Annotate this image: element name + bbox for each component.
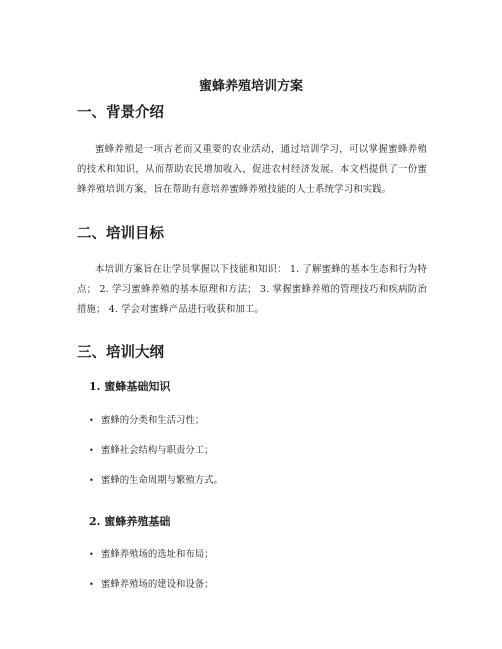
list-item-text: 蜜蜂的分类和生活习性； xyxy=(101,415,205,426)
section-heading-background: 一、背景介绍 xyxy=(77,104,164,121)
bullet-icon: • xyxy=(89,416,94,425)
document-title: 蜜蜂养殖培训方案 xyxy=(198,79,303,94)
list-item-text: 蜜蜂社会结构与职责分工； xyxy=(101,445,214,456)
bullet-icon: • xyxy=(89,476,94,485)
subsection-heading-bee-basics: 1. 蜜蜂基础知识 xyxy=(89,380,171,393)
list-item-text: 蜜蜂的生命周期与繁殖方式。 xyxy=(101,475,223,486)
section-paragraph-goals: 本培训方案旨在让学员掌握以下技能和知识： 1. 了解蜜蜂的基本生态和行为特点； 2. 学习蜜蜂养殖的基本原理和方法； 3. 掌握蜜蜂养殖的管理技巧和疾病防治措施； 4. 学会对蜜蜂产品进行收获和加工。 xyxy=(77,264,427,315)
subsection-heading-beekeeping-basics: 2. 蜜蜂养殖基础 xyxy=(89,515,171,528)
bullet-icon: • xyxy=(89,550,94,559)
bullet-icon: • xyxy=(89,580,94,589)
list-item-text: 蜜蜂养殖场的建设和设备； xyxy=(101,579,214,590)
section-heading-outline: 三、培训大纲 xyxy=(77,344,164,361)
section-paragraph-background: 蜜蜂养殖是一项古老而又重要的农业活动，通过培训学习，可以掌握蜜蜂养殖的技术和知识，从而帮助农民增加收入，促进农村经济发展。本文档提供了一份蜜蜂养殖培训方案，旨在帮助有意培养蜜蜂养殖技能的人士系统学习和实践。 xyxy=(77,144,427,195)
list-item-text: 蜜蜂养殖场的选址和布局； xyxy=(101,549,214,560)
section-heading-goals: 二、培训目标 xyxy=(77,225,164,242)
bullet-icon: • xyxy=(89,446,94,455)
